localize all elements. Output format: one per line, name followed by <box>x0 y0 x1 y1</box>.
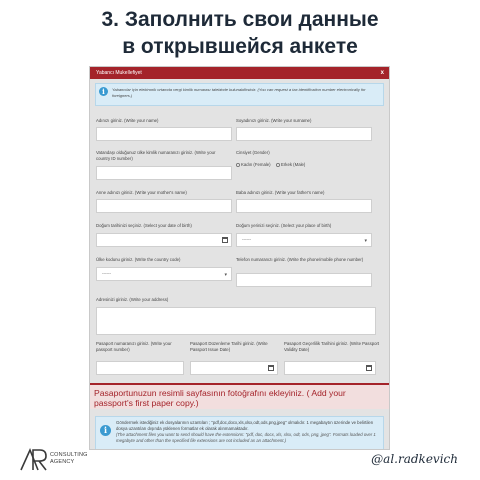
calendar-icon[interactable] <box>268 365 274 371</box>
father-label: Baba adınızı giriniz. (Write your father's name) <box>236 190 325 195</box>
info-box-top <box>95 83 384 106</box>
foreigner-form <box>89 66 390 450</box>
name-input[interactable] <box>96 127 232 141</box>
passport-upload-banner <box>90 383 390 409</box>
author-handle: @al.radkevich <box>371 452 458 466</box>
info-icon: i <box>99 87 108 96</box>
gender-male-radio[interactable] <box>276 162 305 167</box>
passport-issue-label: Pasaport Düzenleme Tarihi giriniz. (Write Passport Issue Date) <box>190 341 268 352</box>
address-textarea[interactable] <box>96 307 376 335</box>
attachment-info <box>116 420 380 444</box>
country-id-label: Vatandaşı olduğunuz ülke kimlik numaranızı giriniz. (Write your country ID number) <box>96 150 216 161</box>
birth-date-label: Doğum tarihinizi seçiniz. (Select your date of birth) <box>96 223 192 228</box>
mother-label: Anne adınızı giriniz. (Write your mother's name) <box>96 190 187 195</box>
calendar-icon[interactable] <box>222 237 228 243</box>
birth-place-label: Doğum yerinizi seçiniz. (Select your place of birth) <box>236 223 332 228</box>
phone-input[interactable] <box>236 273 372 287</box>
father-input[interactable] <box>236 199 372 213</box>
form-title: Yabancı Mukellefiyet <box>96 70 142 76</box>
surname-input[interactable] <box>236 127 372 141</box>
dropdown-icon: ▾ <box>224 272 227 278</box>
gender-male-label: Erkek (Male) <box>281 162 306 167</box>
info-icon: i <box>100 425 111 436</box>
name-label: Adınızı giriniz. (Write your name) <box>96 118 159 123</box>
address-label: Adresinizi giriniz. (Write your address) <box>96 297 169 302</box>
country-code-value: ------ <box>102 271 111 276</box>
passport-upload-text: Pasaportunuzun resimli sayfasının fotoğrafını ekleyiniz. ( Add your passport's first paper copy.) <box>94 388 346 408</box>
headline <box>0 6 480 60</box>
birth-place-select[interactable] <box>236 233 372 247</box>
gender-label: Cinsiyet (Gender) <box>236 150 270 155</box>
attachment-info-en: (The attachment files you want to send should have the extensions: "pdf, doc, docx, xls, xlsx, odt, ods, png, jpeg". Formats loaded over 1 megabyte and other than the specified file extensions are not included as an attachment.) <box>116 432 376 443</box>
info-box-bottom <box>95 416 384 450</box>
brand-line-1: CONSULTING <box>50 452 88 458</box>
birth-place-value: ------ <box>242 237 251 242</box>
brand-text <box>50 452 88 465</box>
passport-valid-label: Pasaport Geçerlilik Tarihini giriniz. (Write Passport Validity Date) <box>284 341 380 352</box>
calendar-icon[interactable] <box>366 365 372 371</box>
info-text: Yabancılar için elektronik ortamda vergi kimlik numarası talebinde bulunabilirsiniz. (You can request a tax identification number electronically for foreigners.) <box>112 87 366 98</box>
headline-line-1: 3. Заполнить свои данные <box>101 8 379 31</box>
phone-label: Telefon numaranızı giriniz. (Write the phone/mobile phone number) <box>236 257 364 262</box>
gender-female-label: Kadın (Female) <box>241 162 271 167</box>
country-code-label: Ülke kodunu giriniz. (Write the country code) <box>96 257 181 262</box>
birth-date-input[interactable] <box>96 233 232 247</box>
surname-label: Soyadınızı giriniz. (Write your surname) <box>236 118 312 123</box>
logo-icon <box>18 446 48 474</box>
headline-line-2: в открывшейся анкете <box>122 35 358 58</box>
passport-valid-input[interactable] <box>284 361 376 375</box>
passport-issue-input[interactable] <box>190 361 278 375</box>
attachment-info-tr: Göndermek istediğiniz ek dosyalarının uzantıları ; "pdf,doc,docx,xls,xlsx,odt,ods,png,jpeg" olmalıdır. 1 megabaytın üzerinde ve belirtilen dosya uzantıları dışında yüklenen formatlar ek olarak alınmamaktadır. <box>116 420 374 431</box>
close-icon[interactable]: x <box>380 70 384 76</box>
form-titlebar <box>90 67 389 79</box>
dropdown-icon: ▾ <box>364 238 367 244</box>
country-id-input[interactable] <box>96 166 232 180</box>
brand-line-2: AGENCY <box>50 458 75 465</box>
gender-female-radio[interactable] <box>236 162 271 167</box>
mother-input[interactable] <box>96 199 232 213</box>
country-code-select[interactable] <box>96 267 232 281</box>
passport-no-input[interactable] <box>96 361 184 375</box>
passport-no-label: Pasaport numaranızı giriniz. (Write your passport number) <box>96 341 172 352</box>
